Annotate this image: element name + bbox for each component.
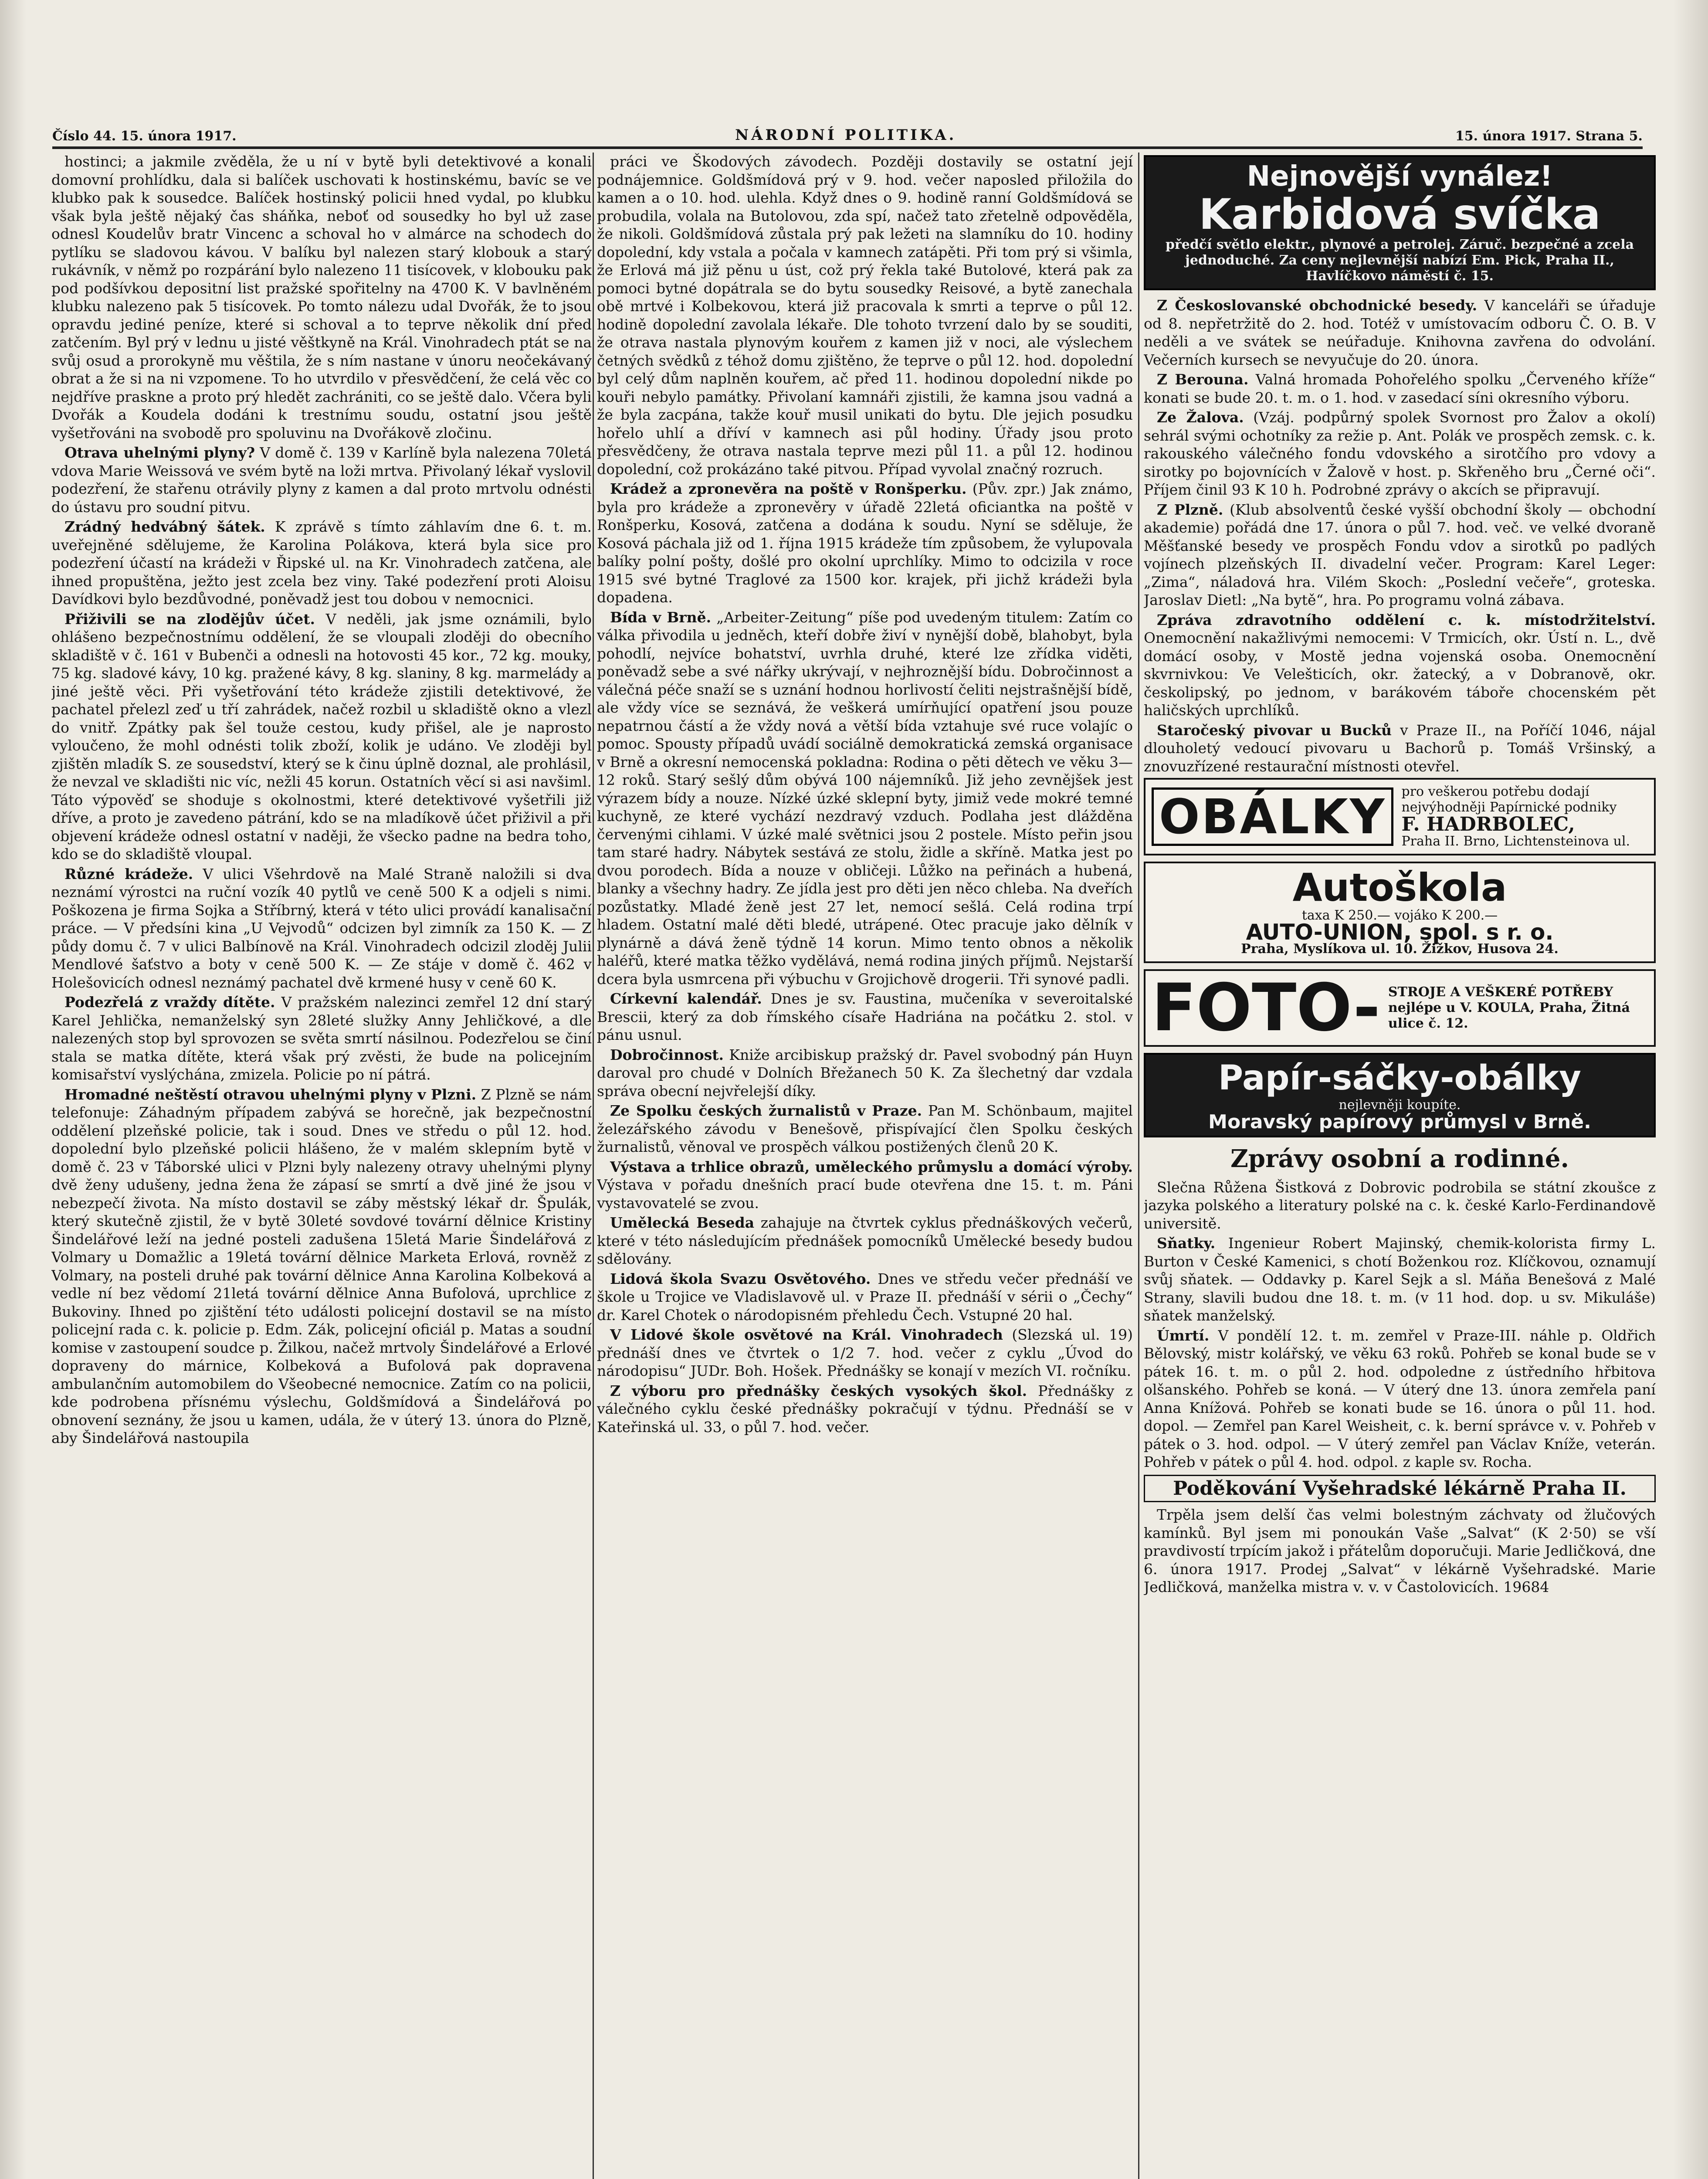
ad-company: AUTO-UNION, spol. s r. o. (1246, 919, 1554, 945)
ad-headline: Nejnovější vynález! (1247, 160, 1553, 193)
thanks-title: Poděkování Vyšehradské lékárně Praha II. (1144, 1475, 1656, 1503)
article-text: zahajuje na čtvrtek cyklus přednáškových večerů, které v této následujícím přednášek pomocníků Umělecké besedy budou sdělovány. (597, 1214, 1133, 1267)
column-3 (1144, 153, 1656, 2179)
article-paragraph (1144, 296, 1656, 369)
article-paragraph (1144, 1234, 1656, 1325)
column-1 (51, 153, 592, 2179)
ad-foto-title: FOTO- (1152, 970, 1380, 1046)
ad-address: Praha, Myslíkova ul. 10. Žižkov, Husova 24. (1241, 941, 1559, 957)
ad-text: předčí světlo elektr., plynové a petrolej. Záruč. bezpečné a zcela jednoduché. Za ceny nejlevnější nabízí Em. Pick, Praha II., Havlíčkovo náměstí č. 15. (1165, 237, 1634, 284)
article-headline: Církevní kalendář. (610, 990, 762, 1007)
article-text: hostinci; a jakmile zvěděla, že u ní v bytě byli detektivové a konali domovní prohlídku, dala si balíček uschovati k hostinskému, bavíc se ve klubko pak k sousedce. Balíček hostinský policii hned vydal, po klubku však byla ještě nějaký čas sháňka, neboť od sousedky ho byl už zase odnesl Koudelův bratr Vincenc a schoval ho v almárce na schodech do pytlíku se sladovou kávou. V balíku byl nalezen starý klobouk a starý rukávník, v němž po rozpárání bylo nalezeno 11 tisícovek, v klobouku pak pod podšívkou depositní list pražské spořitelny na 4700 K. V bavlněném klubku nalezeno pak 5 tisícovek. Po tomto nálezu udal Dvořák, že to jsou opravdu jediné peníze, které si schoval a to teprve několik dní před zatčením. Byl prý v lednu u jisté věštkyně na Král. Vinohradech ptát se na svůj osud a prorokyně mu věštila, že s ním nastane v únoru neočekávaný obrat a že si na ni vzpomene. To ho utvrdilo v přesvědčení, že celá věc co nejdříve praskne a proto prý hledět zachrániti, co se ještě dalo. Včera byli Dvořák a Koudela dodáni k trestnímu soudu, ostatní jsou ještě vyšetřováni na svobodě pro spoluvinu na Dvořákově zločinu. (51, 153, 592, 441)
ad-foto (1144, 969, 1656, 1047)
article-text: (Vzáj. podpůrný spolek Svornost pro Žalov a okolí) sehrál svými ochotníky za režie p. Ant. Polák ve prospěch zemsk. c. k. rakouského válečného fondu vdovského a sirotčího pro vdovy a sirotky po bojovnících v Žalově v host. p. Skřeněho bru „Černé oči“. Příjem činil 93 K 10 h. Podrobné zprávy o akcích se připravují. (1144, 409, 1656, 498)
article-paragraph (51, 153, 592, 442)
article-text: (Slezská ul. 19) přednáší dnes ve čtvrtek o 1/2 7. hod. večer z cyklu „Úvod do národopisu“ JUDr. Boh. Hošek. Přednášky se konají v mezích VI. ročníku. (597, 1326, 1133, 1379)
header-left: Číslo 44. 15. února 1917. (52, 129, 237, 144)
article-headline: Zpráva zdravotního oddělení c. k. místodržitelství. (1157, 611, 1656, 628)
ad-product-title: Karbidová svíčka (1199, 190, 1601, 239)
article-headline: Lidová škola Svazu Osvětového. (610, 1270, 871, 1287)
article-paragraph (51, 865, 592, 992)
article-headline: Hromadné neštěstí otravou uhelnými plyny v Plzni. (64, 1086, 477, 1103)
article-headline: Krádež a zpronevěra na poště v Ronšperku. (610, 480, 967, 497)
article-text: K zprávě s tímto záhlavím dne 6. t. m. uveřejněné sdělujeme, že Karolina Polákova, která byla sice pro podezření účastí na krádeži v Řipské ul. na Kr. Vinohradech zatčena, ale ihned propuštěna, ježto jest zcela bez viny. Také podezření proti Aloisu Davídkovi bylo bezdůvodné, poněvadž jest tou dobou v nemocnici. (51, 518, 592, 608)
article-text: v Praze II., na Poříčí 1046, nájal dlouholetý vedoucí pivovaru u Bachorů p. Tomáš Vršinský, a znovuzřízené restaurační místnosti otevřel. (1144, 721, 1656, 775)
article-paragraph (1144, 1178, 1656, 1233)
article-text: (Klub absolventů české vyšší obchodní školy — obchodní akademie) pořádá dne 17. února o půl 7. hod. več. ve velké dvoraně Měšťanské besedy ve prospěch Fondu vdov a sirotků po padlých vojínech plzeňských II. divadelní večer. Program: Karel Leger: „Zima“, náladová hra. Vilém Skoch: „Poslední večeře“, groteska. Jaroslav Dietl: „Na bytě“, hra. Po programu volná zábava. (1144, 501, 1656, 608)
column-2 (597, 153, 1133, 2179)
article-text: Výstava v pořadu dnešních prací bude otevřena dne 15. t. m. Páni vystavovatelé se zvou. (597, 1176, 1133, 1212)
header-right: 15. února 1917. Strana 5. (1455, 129, 1643, 144)
article-paragraph (597, 1382, 1133, 1436)
article-text: práci ve Škodových závodech. Později dostavily se ostatní její podnájemnice. Goldšmídová prý v 9. hod. večer naposled přiložila do kamen a o 10. hod. ulehla. Když dnes o 9. hodině ranní Goldšmídová se probudila, volala na Butolovou, zda spí, načež tato zřetelně odpověděla, že nikoli. Goldšmídová zůstala prý pak ležeti na slamníku do 10. hodiny dopolední, kdy vstala a počala v kamnech zatápěti. Při tom prý si všimla, že Erlová má již pěnu u úst, což prý řekla také Butolové, která pak za pomoci bytné dopátrala se do bytu sousedky Reisové, a bytě zanechala obě mrtvé i Kolbekovou, která již pracovala k smrti a teprve o půl 12. hodině dopolední zavolala lékaře. Dle tohoto tvrzení dalo by se souditi, že otrava nastala plynovým kouřem z kamen již v noci, ale výslechem četných svědků z téhož domu zjištěno, že teprve o půl 12. hod. dopolední byl celý dům naplněn kouřem, ač před 11. hodinou dopolední nikde po kouři nebylo památky. Přivolaní kamnáři zjistili, že kamna jsou vadná a že byla zacpána, takže kouř musil unikati do bytu. Dle jejich posudku hořelo uhlí a dříví v kamnech asi půl hodiny. Úřady jsou proto přesvědčeny, že otrava nastala teprve mezi půl 11. a půl 12. hodinou dopolední, což prokázáno také pitvou. Případ vyvolal značný rozruch. (597, 153, 1133, 478)
personal-news (1144, 1178, 1656, 1471)
ad-autoskola (1144, 862, 1656, 964)
article-headline: V Lidové škole osvětové na Král. Vinohradech (610, 1326, 1003, 1343)
article-headline: Z Českoslovanské obchodnické besedy. (1157, 297, 1478, 314)
article-text: Kniže arcibiskup pražský dr. Pavel svobodný pán Huyn daroval pro chudé v Dolních Břežanech 50 K. Za šlechetný dar vzdala správa obecní nejvřelejší díky. (597, 1046, 1133, 1100)
article-headline: Úmrtí. (1157, 1327, 1210, 1344)
article-headline: Umělecká Beseda (610, 1214, 755, 1231)
article-paragraph (1144, 408, 1656, 499)
article-headline: Ze Spolku českých žurnalistů v Praze. (610, 1102, 922, 1119)
article-text: V kanceláři se úřaduje od 8. nepřetržitě do 2. hod. Totéž v umístovacím odboru Č. O. B. V neděli a ve svátek se neúřaduje. Knihovna zavřena do odvolání. Večerních kursech se nevyučuje do 20. února. (1144, 297, 1656, 368)
ad-text: nejlevněji koupíte. (1339, 1097, 1461, 1113)
article-headline: Bída v Brně. (610, 608, 712, 626)
ad-obalky-logo: OBÁLKY (1152, 787, 1393, 846)
article-text: V pondělí 12. t. m. zemřel v Praze-III. náhle p. Oldřich Bělovský, mistr kolářský, ve věku 63 roků. Pohřeb se konal bude se v pátek 16. t. m. o půl 2. hod. odpoledne z ústředního hřbitova olšanského. Pohřeb se koná. — V úterý dne 13. února zemřela paní Anna Knížová. Pohřeb se konati bude se 16. února o půl 11. hod. dopol. — Zemřel pan Karel Weisheit, c. k. berní správce v. v. Pohřeb v pátek o 3. hod. odpol. — V úterý zemřel pan Václav Kníže, veterán. Pohřeb v pátek o půl 4. hod. odpol. z kaple sv. Rocha. (1144, 1327, 1656, 1470)
article-paragraph (597, 1046, 1133, 1100)
article-text: Slečna Růžena Šistková z Dobrovic podrobila se státní zkoušce z jazyka polského a literatury polské na c. k. české Karlo-Ferdinandově universitě. (1144, 1178, 1656, 1232)
article-headline: Podezřelá z vraždy dítěte. (64, 994, 275, 1011)
article-text: V domě č. 139 v Karlíně byla nalezena 70letá vdova Marie Weissová ve svém bytě na loži mrtva. Přivolaný lékař vyslovil podezření, že stařenu otrávily plyny z kamen a dal proto mrtvolu odnésti do ústavu pro soudní pitvu. (51, 444, 592, 516)
ad-company: Moravský papírový průmysl v Brně. (1208, 1111, 1591, 1133)
scan-edge-left (0, 0, 26, 2179)
article-text: Onemocnění nakažlivými nemocemi: V Trmicích, okr. Ústí n. L., dvě domácí osoby, v Mostě jedna vojenská osoba. Onemocnění skvrnivkou: Ve Velešticích, okr. žatecký, a v Dobranově, okr. českolipský, po jednom, v barákovém táboře chocenském pět haličských uprchlíků. (1144, 629, 1656, 719)
ad-address: Praha II. Brno, Lichtensteinova ul. (1401, 833, 1630, 849)
article-paragraph (597, 1326, 1133, 1380)
article-headline: Otrava uhelnými plyny? (64, 444, 255, 461)
article-paragraph (1144, 501, 1656, 609)
ad-firm: F. HADRBOLEC, (1401, 813, 1575, 835)
article-headline: Z Berouna. (1157, 371, 1249, 388)
article-text: V neděli, jak jsme oznámili, bylo ohlášeno bezpečnostnímu oddělení, že se vloupali zloději do obecního skladiště v č. 161 v Bubenči a odnesli na hotovosti 45 kor., 72 kg. mouky, 75 kg. sladové kávy, 10 kg. pražené kávy, 8 kg. slaniny, 8 kg. marmelády a jiné ještě věci. Při vyšetřování této krádeže zjistili detektivové, že pachatel přelezl zeď u tří zahrádek, načež rozbil u skladiště okno a vlezl do vnitř. Zpátky pak šel touže cestou, kudy přišel, ale je naprosto vyloučeno, že mohl odnésti tolik zboží, kolik je udáno. Ve zloději byl zjištěn mladík S. ze sousedství, který se k činu úplně doznal, ale prohlásil, že nevzal ve skladišti nic víc, nežli 45 korun. Ostatních věcí si asi navšiml. Táto výpověď se shoduje s okolnostmi, které detektivové vyšetřili již dříve, a proto je zavedeno pátrání, kdo se na mladíkově účet přiživil a při objevení krádeže odnesl ostatní v naději, že všecko padne na bedra toho, kdo se do skladiště vloupal. (51, 610, 592, 862)
article-paragraph (51, 610, 592, 863)
article-paragraph (1144, 1327, 1656, 1471)
thanks-text: Trpěla jsem delší čas velmi bolestným záchvaty od žlučových kamínků. Byl jsem mi ponoukán Vaše „Salvat“ (K 2·50) se vší pravdivostí trpícím jakož i přátelům doporučuji. Marie Jedličková, dne 6. února 1917. Prodej „Salvat“ v lékárně Vyšehradské. Marie Jedličková, manželka mistra v. v. v Častolovicích. 19684 (1144, 1506, 1656, 1595)
article-text: Valná hromada Pohořelého spolku „Červeného kříže“ konati se bude 20. t. m. o 1. hod. v zasedací síni okresního výboru. (1144, 371, 1656, 406)
column-3-articles (1144, 296, 1656, 775)
ad-title: Autoškola (1292, 865, 1507, 910)
article-paragraph (597, 1102, 1133, 1156)
article-text: „Arbeiter-Zeitung“ píše pod uvedeným titulem: Zatím co válka přivodila u jedněch, kteří dobře živí v nynější době, blahobyt, byla pohodlí, nejvíce bohatství, uvrhla druhé, které lze zřídka viděti, poněvadž sebe a své nářky ukrývají, v nejhroznější bídu. Dobročinnost a válečná péče snaží se s uznání hodnou horlivostí čeliti nejstrašnější bídě, ale vždy více se seznává, že veškerá umírňující opatření jsou pouze nepatrnou částí a že vždy nová a větší bída vztahuje své ruce volajíc o pomoc. Spousty případů uvádí sociálně demokratická zemská organisace v Brně a okresní nemocenská pokladna: Rodina o pěti dětech ve věku 3—12 roků. Starý sešlý dům obývá 100 nájemníků. Již jeho zevnějšek jest výrazem bídy a nouze. Nízké úzké sklepní byty, jimiž vede mokré temné kuchyně, ze které vychází nezdravý vzduch. Podlaha jest dlážděna červenými cihlami. V úzké malé světnici jsou 2 postele. Místo peřin jsou tam staré hadry. Nábytek sestává ze stolu, židle a skříně. Matka jest po dvou porodech. Bída a nouze v obličeji. Lůžko na peřinách a hubená, blanky a všechny hadry. Ze jídla jest pro děti jen něco chleba. Na dveřích pozůstatky. Mladé ženě jest 27 let, nemocí sešlá. Celá rodina trpí hladem. Ostatní malé děti bledé, utrápené. Otec pracuje jako dělník v plynárně a dává ženě týdně 14 korun. Mimo tento obnos a několik haléřů, které matka těžko vydělává, nemá rodina jiných příjmů. Nejstarší dcera byla usmrcena při výbuchu v Grojichově drogerii. Tři synové padli. (597, 608, 1133, 988)
page-header (52, 118, 1643, 149)
article-text: Dnes ve středu večer přednáší ve škole u Trojice ve Vladislavově ul. v Praze II. přednáší v sérii o „Čechy“ dr. Karel Chotek o národopisném přehledu Čech. Vstupné 20 hal. (597, 1270, 1133, 1324)
article-text: Dnes je sv. Faustina, mučeníka v severoitalské Brescii, který za dob římského císaře Hadriána na počátku 2. stol. v pánu usnul. (597, 990, 1133, 1043)
article-headline: Staročeský pivovar u Bucků (1157, 721, 1392, 739)
article-text: (Pův. zpr.) Jak známo, byla pro krádeže a zpronevěry v úřadě 22letá oficiantka na poště v Ronšperku, Kosová, zatčena a dodána k soudu. Nyní se sděluje, že Kosová páchala již od 1. října 1915 krádeže tím způsobem, že vylupovala balíky polní pošty, došlé pro okolní uprchlíky. Mimo to odcizila v roce 1915 své bytné Traglové za 1500 kor. krajek, při jichž krádeži byla dopadena. (597, 480, 1133, 606)
article-headline: Z výboru pro přednášky českých vysokých škol. (610, 1382, 1027, 1399)
article-headline: Výstava a trhlice obrazů, uměleckého průmyslu a domácí výroby. (610, 1158, 1133, 1175)
article-paragraph (597, 1158, 1133, 1212)
article-paragraph (597, 1214, 1133, 1268)
article-paragraph (51, 518, 592, 608)
article-text: Přednášky z válečného cyklu české přednášky pokračují v týdnu. Přednáší se v Kateřinská ul. 33, o půl 7. hod. večer. (597, 1382, 1133, 1436)
article-paragraph (597, 1270, 1133, 1324)
article-paragraph (51, 444, 592, 516)
article-headline: Zrádný hedvábný šátek. (64, 518, 265, 535)
article-paragraph (51, 993, 592, 1084)
ad-text: pro veškerou potřebu dodají nejvýhodněji Papírnické podniky (1401, 784, 1617, 815)
article-text: Ingenieur Robert Majinský, chemik-kolorista firmy L. Burton v České Kamenici, s chotí Boženkou roz. Klíčkovou, oznamují svůj sňatek. — Oddavky p. Karel Sejk a sl. Máňa Benešová z Malé Strany, slavili budou dne 18. t. m. (v 11 hod. dop. u sv. Mikuláše) sňatek manželský. (1144, 1235, 1656, 1324)
article-headline: Sňatky. (1157, 1235, 1216, 1252)
article-headline: Z Plzně. (1157, 501, 1223, 518)
ad-text: STROJE A VEŠKERÉ POTŘEBY nejlépe u V. KOULA, Praha, Žitná ulice č. 12. (1388, 984, 1630, 1031)
article-paragraph (597, 608, 1133, 988)
article-paragraph (51, 1086, 592, 1447)
ad-karbid-candle (1144, 155, 1656, 290)
column-rule (1138, 153, 1139, 2179)
article-text: Pan M. Schönbaum, majitel železářského závodu v Benešově, přispívající člen Spolku českých žurnalistů, věnoval ve prospěch válkou postižených členů 20 K. (597, 1102, 1133, 1155)
section-title: Zprávy osobní a rodinné. (1230, 1144, 1569, 1173)
article-text: V ulici Všehrdově na Malé Straně naložili si dva neznámí výrostci na ruční vozík 40 pytlů ve ceně 500 K a odjeli s nimi. Poškozena je firma Sojka a Stříbrný, která v této ulici provádí kanalisační práce. — V předsíni kina „U Vejvodů“ odcizen byl zimník za 150 K. — Z půdy domu č. 7 v ulici Balbínově na Král. Vinohradech odcizil zloděj Julii Mendlové šaťstvo a boty v ceně 500 K. — Ze stáje v domě č. 462 v Holešovicích odnesl neznámý pachatel dvě krmené husy v ceně 60 K. (51, 865, 592, 991)
article-text: V pražském nalezinci zemřel 12 dní starý Karel Jehlička, nemanželský syn 28leté služky Anny Jehličkové, a dle nalezených stop byl sprovozen se světa smrtí násilnou. Podezřelou se činí stala se matka dítěte, která však prý zvěsti, že bude na policejním komisařství vyslýchána, zmizela. Policie po ní pátrá. (51, 994, 592, 1083)
ad-price: taxa K 250.— vojáko K 200.— (1301, 907, 1498, 923)
article-paragraph (1144, 370, 1656, 407)
column-rule (593, 153, 594, 2179)
article-headline: Ze Žalova. (1157, 409, 1244, 426)
article-headline: Dobročinnost. (610, 1046, 724, 1063)
masthead-title: NÁRODNÍ POLITIKA. (735, 126, 957, 144)
article-text: Z Plzně se nám telefonuje: Záhadným případem zabývá se horečně, jak bezpečnostní oddělení plzeňské policie, tak i soud. Dnes ve středu o půl 12. hod. dopolední bylo plzeňské policii hlášeno, že v malém sklepním bytě v domě č. 23 v Táborské ulici v Plzni byly nalezeny otravy uhelnými plyny dvě ženy udušeny, jedna žena že zápasí se smrtí a dvě jiné že jsou v nebezpečí života. Na místo dostavil se záby městský lékař dr. Špulák, který skutečně zjistil, že v bytě 30leté sovdové tovární dělnice Kristiny Šindelářové leží na jedné posteli zadušena 15letá Marie Šindelářová z Volmary u Domažlic a 19letá tovární dělnice Marketa Erlová, rovněž z Volmary, na posteli druhé pak tovární dělnice Anna Karolina Kolbeková a vedle ní bez vědomí 21letá tovární dělnice Anna Bufolová, uprchlice z Bukoviny. Ihned po zjištění této události policejní dostavil se na místo policejní rada c. k. policie p. Edm. Zák, policejní oficiál p. Matas a soudní komise v zastoupení soudce p. Žilkou, načež mrtvoly Šindelářové a Erlové dopraveny do márnice, Kolbeková a Bufolová pak dopravena ambulančním automobilem do Všeobecné nemocnice. Zatím co na policii, kde podrobena přísnému výslechu, Goldšmídová a Šindelářová po obnovení seznány, že jsou u kamen, udála, že v úterý 13. února do Plzně, aby Šindelářová nastoupila (51, 1086, 592, 1446)
article-headline: Různé krádeže. (64, 865, 193, 882)
scan-edge-right (1673, 0, 1708, 2179)
ad-title: Papír-sáčky-obálky (1218, 1059, 1581, 1098)
article-paragraph (1144, 611, 1656, 720)
article-headline: Přiživili se na zlodějův účet. (64, 610, 315, 628)
article-paragraph (1144, 721, 1656, 776)
article-paragraph (597, 990, 1133, 1044)
article-paragraph (597, 480, 1133, 607)
ad-paper-bags (1144, 1053, 1656, 1137)
ad-envelopes (1144, 778, 1656, 855)
article-paragraph (597, 153, 1133, 478)
